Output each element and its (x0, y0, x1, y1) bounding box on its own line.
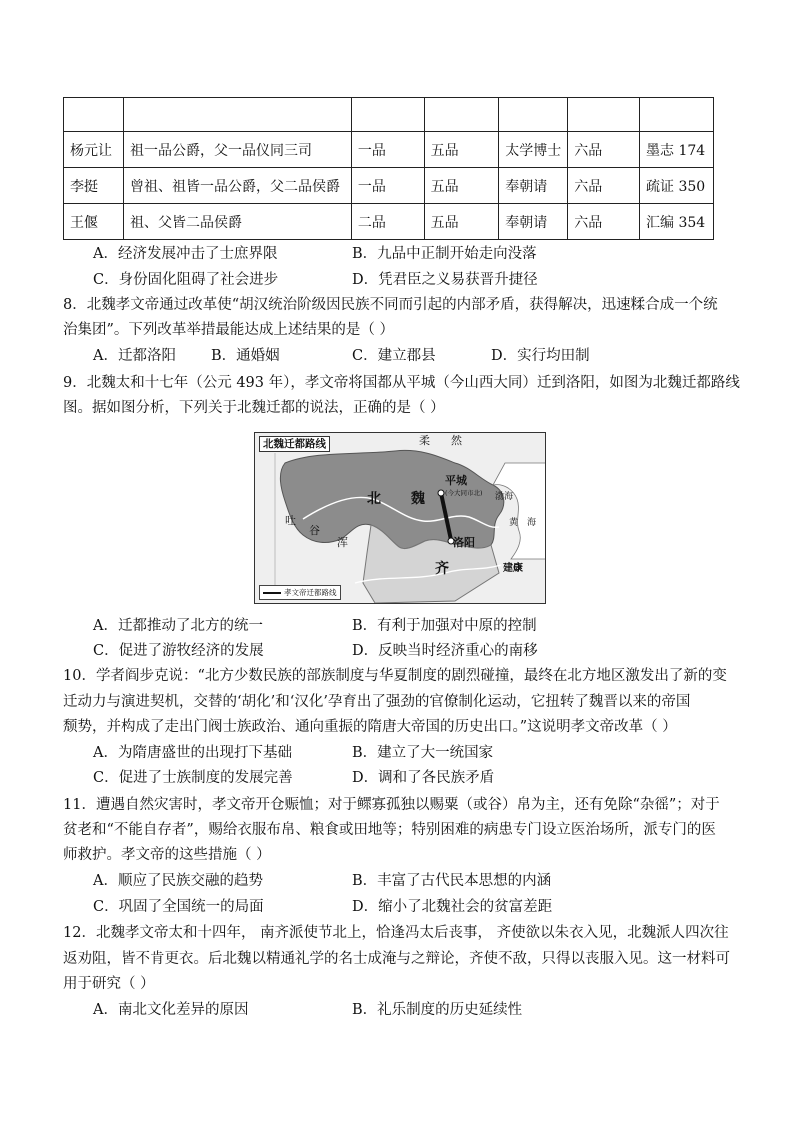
table-cell: 王偃 (64, 204, 124, 240)
table-cell: 疏证 350 (640, 168, 714, 204)
q10-stem-line: 颓势，并构成了走出门阀士族政治、通向重振的隋唐大帝国的历史出口。”这说明孝文帝改革（ ） (63, 719, 677, 735)
table-row (64, 168, 714, 204)
table-header-cell (64, 98, 124, 132)
table-header-cell (351, 98, 424, 132)
q12-stem-line: 返劝阻，皆不肯更衣。后北魏以精通礼学的名士成淹与之辩论，齐使不敌，只得以丧服入见。这一材料可 (63, 951, 730, 967)
q12-stem-line: 用于研究（ ） (63, 976, 155, 992)
q9-option-d: D．反映当时经济重心的南移 (352, 643, 538, 659)
q10-stem-line: 迁动力与演进契机，交替的‘胡化’和‘汉化’孕育出了强劲的官僚制化运动，它扭转了魏晋以来的帝国 (63, 694, 691, 710)
map-label-hun: 浑 (337, 536, 348, 549)
northern-wei-map (254, 432, 546, 604)
table-row (64, 204, 714, 240)
table-cell: 六品 (568, 204, 640, 240)
map-drawing (255, 433, 546, 604)
q12-stem-line: 12．北魏孝文帝太和十四年， 南齐派使节北上，恰逢冯太后丧事， 齐使欲以朱衣入见，北魏派人四次往 (63, 925, 729, 941)
table-cell: 奉朝请 (499, 204, 568, 240)
table-cell: 奉朝请 (499, 168, 568, 204)
map-label-qi: 齐 (435, 561, 449, 577)
q10-option-b: B．建立了大一统国家 (352, 745, 494, 761)
table-cell: 墨志 174 (640, 132, 714, 168)
q11-option-c: C．巩固了全国统一的局面 (93, 899, 264, 915)
q7-option-a: A．经济发展冲击了士庶界限 (93, 246, 278, 262)
map-label-gu: 谷 (309, 524, 320, 537)
map-label-bei: 北 (367, 491, 381, 507)
table-cell: 汇编 354 (640, 204, 714, 240)
map-label-wei: 魏 (411, 491, 425, 507)
q11-stem-line: 师救护。孝文帝的这些措施（ ） (63, 847, 271, 863)
table-header-row (64, 98, 714, 132)
table-cell: 六品 (568, 132, 640, 168)
map-label-tu: 吐 (285, 514, 296, 527)
table-header-cell (123, 98, 351, 132)
q8-option-c: C．建立郡县 (352, 348, 436, 364)
table-cell: 太学博士 (499, 132, 568, 168)
q8-stem-line: 8．北魏孝文帝通过改革使“胡汉统治阶级因民族不同而引起的内部矛盾，获得解决，迅速糅合成一个统 (63, 297, 718, 313)
table-cell: 一品 (351, 132, 424, 168)
table-header-cell (424, 98, 499, 132)
table-cell: 曾祖、祖皆一品公爵，父二品侯爵 (123, 168, 351, 204)
table-cell: 五品 (424, 168, 499, 204)
table-cell: 李挺 (64, 168, 124, 204)
q7-option-d: D．凭君臣之义易获晋升捷径 (352, 272, 538, 288)
q12-option-a: A．南北文化差异的原因 (93, 1002, 249, 1018)
legend-line-icon (263, 592, 281, 594)
table-cell: 祖、父皆二品侯爵 (123, 204, 351, 240)
table-header-cell (568, 98, 640, 132)
q9-option-c: C．促进了游牧经济的发展 (93, 643, 264, 659)
table-cell: 六品 (568, 168, 640, 204)
table-header-cell (499, 98, 568, 132)
q8-option-d: D．实行均田制 (491, 348, 590, 364)
map-label-pingcheng: 平城 (445, 474, 467, 487)
table-cell: 杨元让 (64, 132, 124, 168)
officials-table (63, 97, 714, 240)
q10-option-d: D．调和了各民族矛盾 (352, 770, 495, 786)
q9-option-a: A．迁都推动了北方的统一 (93, 618, 263, 634)
q8-stem-line: 治集团”。下列改革举措最能达成上述结果的是（ ） (63, 322, 395, 338)
map-label-luoyang: 洛阳 (453, 536, 475, 549)
q11-stem-line: 贫老和“不能自存者”，赐给衣服布帛、粮食或田地等；特别困难的病患专门设立医治场所，派专门的医 (63, 822, 716, 838)
q11-option-b: B．丰富了古代民本思想的内涵 (352, 873, 552, 889)
table-cell: 一品 (351, 168, 424, 204)
q11-option-a: A．顺应了民族交融的趋势 (93, 873, 263, 889)
q10-stem-line: 10．学者阎步克说：“北方少数民族的部族制度与华夏制度的剧烈碰撞，最终在北方地区激发出了新的变 (63, 668, 727, 684)
q11-option-d: D．缩小了北魏社会的贫富差距 (352, 899, 553, 915)
q8-option-b: B．通婚姻 (211, 348, 280, 364)
q7-option-c: C．身份固化阻碍了社会进步 (93, 272, 279, 288)
table-cell: 五品 (424, 132, 499, 168)
pingcheng-marker (438, 490, 444, 496)
q9-stem-line: 图。据如图分析，下列关于北魏迁都的说法，正确的是（ ） (63, 400, 445, 416)
q10-option-c: C．促进了士族制度的发展完善 (93, 770, 293, 786)
table-cell: 二品 (351, 204, 424, 240)
q12-option-b: B．礼乐制度的历史延续性 (352, 1002, 523, 1018)
legend-label: 孝文帝迁都路线 (284, 588, 337, 597)
q8-option-a: A．迁都洛阳 (93, 348, 176, 364)
q11-stem-line: 11．遭遇自然灾害时，孝文帝开仓赈恤；对于鳏寡孤独以赐粟（或谷）帛为主，还有免除“杂徭”；对于 (63, 797, 720, 813)
map-label-jiankang: 建康 (503, 563, 523, 574)
table-row (64, 132, 714, 168)
map-label-bohai: 渤海 (495, 492, 514, 502)
table-header-cell (640, 98, 714, 132)
q9-option-b: B．有利于加强对中原的控制 (352, 618, 537, 634)
map-label-huanghai-2: 海 (527, 518, 537, 528)
map-title: 北魏迁都路线 (259, 436, 330, 452)
q10-option-a: A．为隋唐盛世的出现打下基础 (93, 745, 292, 761)
table-cell: 五品 (424, 204, 499, 240)
table-cell: 祖一品公爵，父一品仪同三司 (123, 132, 351, 168)
q7-option-b: B．九品中正制开始走向没落 (352, 246, 537, 262)
map-label-huanghai-1: 黄 (509, 518, 519, 528)
map-label-rouran-2: 然 (451, 434, 462, 447)
q9-stem-line: 9．北魏太和十七年（公元 493 年），孝文帝将国都从平城（今山西大同）迁到洛阳，如图为北魏迁都路线 (63, 375, 740, 391)
map-label-datong: (今大同市北) (445, 489, 483, 497)
map-label-rouran-1: 柔 (419, 434, 430, 447)
map-legend (259, 585, 341, 600)
